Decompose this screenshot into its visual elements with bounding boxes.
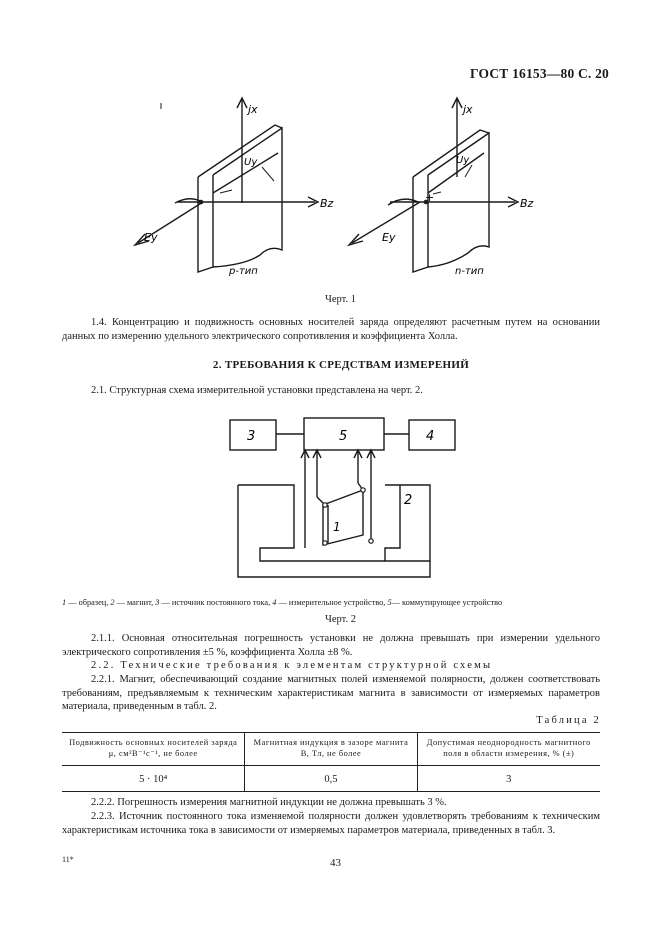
figure2-legend: 1 — образец, 2 — магнит, 3 — источник постоянного тока, 4 — измерительное устройство, 5— коммутирующее устройство bbox=[62, 598, 503, 607]
box-4-label: 4 bbox=[426, 429, 435, 444]
bz-label-left: Bz bbox=[320, 197, 334, 210]
jx-label-right: jx bbox=[463, 103, 473, 116]
plus-label-right: + bbox=[425, 191, 435, 204]
setup-schematic bbox=[225, 415, 465, 580]
para-2-2-1: 2.2.1. Магнит, обеспечивающий создание магнитных полей изменяемой полярности, должен соответствовать требованиям, предъявляемым к техническим характеристикам магнита в зависимости от измеряемых параметров материала, приведенным в табл. 2. bbox=[62, 674, 600, 713]
table2-cell: 5 · 10⁴ bbox=[62, 766, 245, 792]
footer-signature-mark: 11* bbox=[62, 855, 74, 864]
figure1-caption: Черт. 1 bbox=[325, 294, 356, 305]
table2-cell: 0,5 bbox=[245, 766, 417, 792]
box-5-label: 5 bbox=[339, 429, 348, 444]
jx-label-left: jx bbox=[248, 103, 258, 116]
figure2-caption: Черт. 2 bbox=[325, 614, 356, 625]
type-label-right: n-тип bbox=[455, 266, 484, 277]
section-2-title: 2. ТРЕБОВАНИЯ К СРЕДСТВАМ ИЗМЕРЕНИЙ bbox=[212, 359, 470, 371]
para-2-1: 2.1. Структурная схема измерительной установки представлена на черт. 2. bbox=[91, 385, 423, 396]
magnet-label: 2 bbox=[404, 493, 413, 508]
ey-label-right: Ey bbox=[382, 231, 396, 244]
uy-label-left: Uy bbox=[244, 157, 258, 168]
table2-cell: 3 bbox=[417, 766, 600, 792]
para-2-1-1: 2.1.1. Основная относительная погрешность установки не должна превышать при измерении удельного электрического сопротивления ±5 %, коэффициента Холла ±8 %. bbox=[62, 633, 600, 658]
bz-label-right: Bz bbox=[520, 197, 534, 210]
para-2-2-3: 2.2.3. Источник постоянного тока изменяемой полярности должен удовлетворять требованиям к техническим характеристикам источника тока в зависимости от измеряемых параметров материала, приведенных в табл. 3. bbox=[62, 811, 600, 836]
table2-header-1: Магнитная индукция в зазоре магнита B, Тл, не более bbox=[245, 733, 417, 766]
para-2-2: 2.2. Технические требования к элементам структурной схемы bbox=[91, 660, 493, 671]
page-number: 43 bbox=[330, 857, 341, 869]
sample-label: 1 bbox=[333, 520, 341, 534]
para-1-4: 1.4. Концентрацию и подвижность основных носителей заряда определяют расчетным путем на основании данных по измерению удельного электрического сопротивления и коэффициента Холла. bbox=[62, 317, 600, 342]
box-3-label: 3 bbox=[247, 429, 256, 444]
table2-title: Таблица 2 bbox=[536, 715, 601, 726]
table-2 bbox=[62, 732, 600, 792]
hall-effect-figure bbox=[120, 95, 560, 290]
page-header: ГОСТ 16153—80 С. 20 bbox=[470, 66, 609, 81]
table2-header-0: Подвижность основных носителей заряда μ, см²В⁻¹с⁻¹, не более bbox=[62, 733, 245, 766]
table-row bbox=[62, 766, 600, 792]
ey-label-left: Ey bbox=[144, 231, 158, 244]
uy-label-right: Uy bbox=[456, 155, 470, 166]
para-2-2-2: 2.2.2. Погрешность измерения магнитной индукции не должна превышать 3 %. bbox=[91, 797, 447, 808]
table2-header-2: Допустимая неоднородность магнитного поля в области измерения, % (±) bbox=[417, 733, 600, 766]
type-label-left: p-тип bbox=[229, 266, 258, 277]
